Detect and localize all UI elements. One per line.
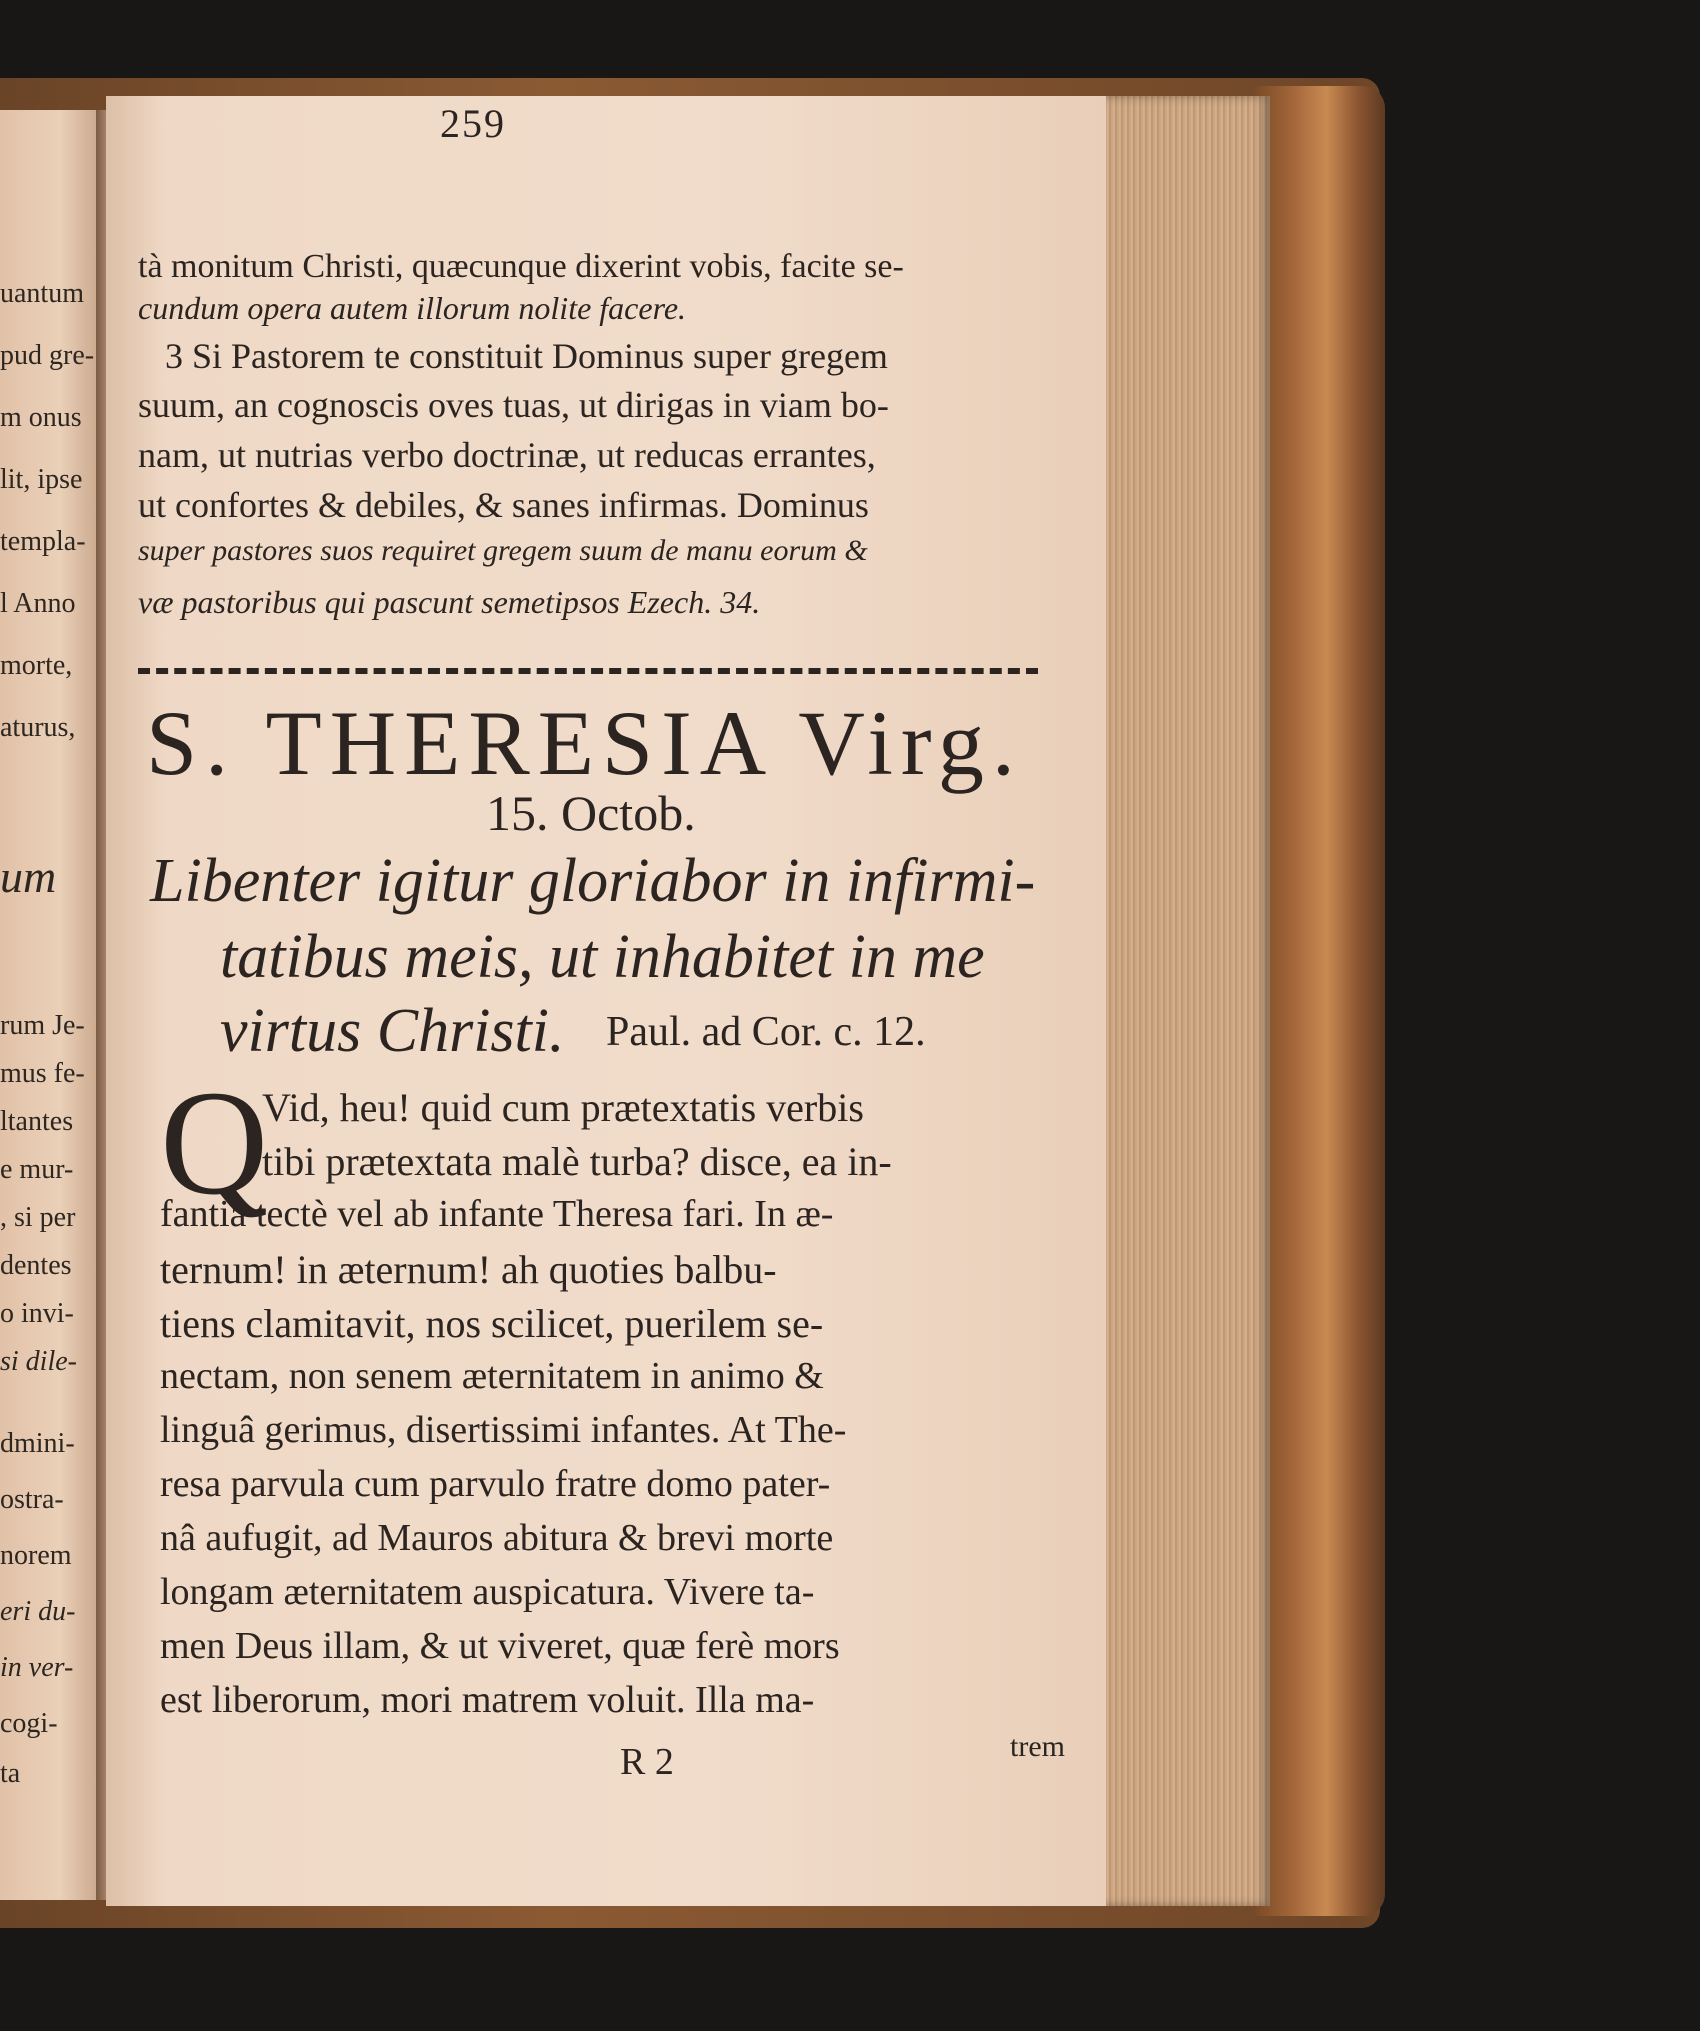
text-line: est liberorum, mori matrem voluit. Illa ma- [160, 1679, 815, 1721]
feast-date: 15. Octob. [486, 785, 696, 841]
left-fragment: mus fe- [0, 1058, 85, 1089]
left-fragment: cogi- [0, 1708, 58, 1739]
left-fragment: o invi- [0, 1298, 74, 1329]
text-line: nam, ut nutrias verbo doctrinæ, ut reducas errantes, [138, 435, 876, 475]
catchword: trem [1010, 1730, 1065, 1763]
text-line: resa parvula cum parvulo fratre domo pater- [160, 1463, 831, 1505]
left-fragment: ltantes [0, 1106, 74, 1137]
left-fragment: morte, [0, 650, 73, 681]
text-line: nectam, non senem æternitatem in animo & [160, 1355, 824, 1397]
leather-spine [1255, 86, 1385, 1916]
left-fragment: templa- [0, 526, 86, 557]
text-line: fantia tectè vel ab infante Theresa fari. In æ- [160, 1193, 834, 1235]
left-fragment: ostra- [0, 1484, 64, 1515]
quote-reference: Paul. ad Cor. c. 12. [606, 1009, 926, 1055]
left-fragment: norem [0, 1540, 72, 1571]
text-line: væ pastoribus qui pascunt semetipsos Ezech. 34. [138, 584, 761, 620]
text-line: super pastores suos requiret gregem suum de manu eorum & [138, 534, 868, 567]
drop-cap: Q [160, 1060, 269, 1226]
text-line: linguâ gerimus, disertissimi infantes. At The- [160, 1409, 847, 1451]
left-fragment: uantum [0, 278, 84, 309]
left-fragment: dmini- [0, 1428, 75, 1459]
left-fragment: dentes [0, 1250, 72, 1281]
quote-line: virtus Christi. [220, 997, 565, 1065]
section-divider [138, 668, 1038, 674]
text-line: tà monitum Christi, quæcunque dixerint vobis, facite se- [138, 248, 904, 285]
feast-title: S. THERESIA Virg. [146, 692, 1023, 794]
left-fragment: in ver- [0, 1652, 74, 1683]
text-line: ut confortes & debiles, & sanes infirmas. Dominus [138, 485, 869, 525]
text-line: ternum! in æternum! ah quoties balbu- [160, 1247, 777, 1292]
page-number: 259 [440, 101, 506, 146]
text-line: cundum opera autem illorum nolite facere. [138, 290, 687, 326]
text-line: tiens clamitavit, nos scilicet, puerilem se- [160, 1301, 824, 1346]
text-line: Vid, heu! quid cum prætextatis verbis [262, 1085, 864, 1130]
text-line: 3 Si Pastorem te constituit Dominus super gregem [165, 336, 888, 376]
left-fragment: lit, ipse [0, 464, 83, 495]
text-line: nâ aufugit, ad Mauros abitura & brevi morte [160, 1517, 834, 1559]
quote-line: tatibus meis, ut inhabitet in me [220, 923, 985, 991]
left-fragment: um [0, 851, 57, 902]
page-edges [1100, 96, 1270, 1906]
text-line: tibi prætextata malè turba? disce, ea in- [262, 1139, 892, 1184]
signature-mark: R 2 [620, 1741, 674, 1783]
text-line: men Deus illam, & ut viveret, quæ ferè mors [160, 1625, 840, 1667]
left-fragment: l Anno [0, 588, 76, 619]
left-page [0, 110, 100, 1900]
left-fragment: eri du- [0, 1596, 76, 1627]
left-fragment: pud gre- [0, 340, 95, 371]
left-fragment: aturus, [0, 712, 76, 743]
left-fragment: m onus [0, 402, 82, 433]
left-fragment: , si per [0, 1202, 76, 1233]
left-fragment: rum Je- [0, 1010, 85, 1041]
left-fragment: e mur- [0, 1154, 74, 1185]
text-line: longam æternitatem auspicatura. Vivere ta- [160, 1571, 815, 1613]
left-fragment: ta [0, 1758, 21, 1789]
left-fragment: si dile- [0, 1346, 77, 1377]
text-line: suum, an cognoscis oves tuas, ut dirigas in viam bo- [138, 385, 889, 425]
quote-line: Libenter igitur gloriabor in infirmi- [150, 847, 1036, 915]
